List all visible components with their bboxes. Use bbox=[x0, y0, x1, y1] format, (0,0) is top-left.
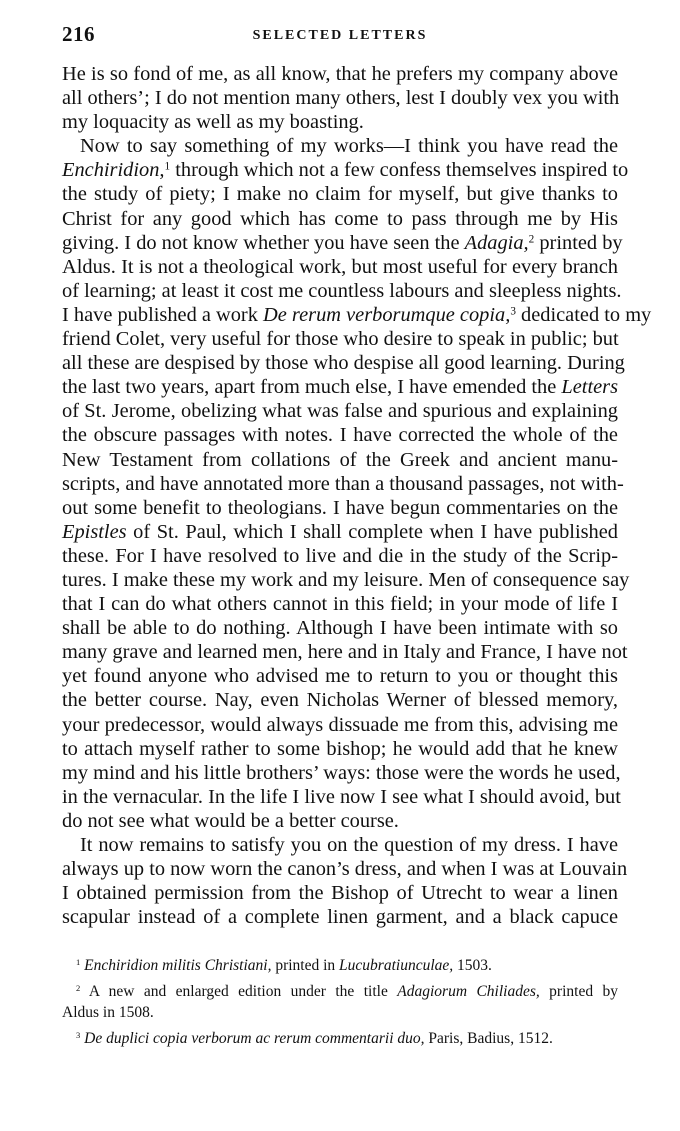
italic-text: Enchiridion militis Christiani, bbox=[84, 957, 272, 974]
footnote-marker: 2 bbox=[76, 982, 81, 993]
text-run: Aldus. It is not a theological work, but most useful for every branch bbox=[62, 255, 618, 278]
text-run: to attach myself rather to some bishop; he would add that he knew bbox=[62, 737, 618, 760]
text-run: the study of piety; I make no claim for myself, but give thanks to bbox=[62, 183, 618, 206]
text-run: my mind and his little brothers’ ways: those were the words he used, bbox=[62, 761, 621, 784]
text-line bbox=[62, 520, 618, 544]
letter-body bbox=[62, 62, 652, 929]
text-run: shall be able to do nothing. Although I have been intimate with so bbox=[62, 617, 618, 640]
text-line bbox=[62, 351, 625, 375]
footnote-marker: 3 bbox=[510, 305, 516, 318]
text-line bbox=[62, 688, 618, 712]
text-line bbox=[62, 713, 618, 737]
text-line bbox=[62, 255, 618, 279]
paragraph-start-line bbox=[62, 134, 618, 158]
text-run: of learning; at least it cost me countless labours and sleepless nights. bbox=[62, 279, 622, 302]
text-line bbox=[62, 375, 618, 399]
text-line bbox=[62, 472, 624, 496]
footnote-marker: 2 bbox=[528, 232, 535, 245]
text-run: Christ for any good which has come to pass through me by His bbox=[62, 207, 618, 230]
text-run: It now remains to satisfy you on the question of my dress. I have bbox=[80, 834, 618, 856]
text-line bbox=[62, 423, 618, 447]
text-line bbox=[62, 857, 628, 881]
text-run: Now to say something of my works—I think you have read the bbox=[80, 135, 618, 158]
text-line bbox=[62, 640, 628, 664]
italic-text: Epistles bbox=[62, 520, 127, 543]
text-line bbox=[62, 110, 618, 134]
text-line bbox=[62, 496, 618, 520]
footnote-marker: 1 bbox=[76, 956, 81, 967]
text-run: 1503. bbox=[453, 957, 492, 974]
text-run: friend Colet, very useful for those who desire to speak in public; but bbox=[62, 328, 619, 351]
text-run: printed by bbox=[534, 231, 623, 254]
text-run: all others’; I do not mention many others, lest I doubly vex you with bbox=[62, 87, 620, 110]
italic-text: Lucubratiunculae, bbox=[339, 957, 454, 974]
footnote-marker: 1 bbox=[164, 160, 171, 173]
text-line bbox=[62, 62, 618, 86]
text-line bbox=[62, 207, 618, 231]
text-run: my loquacity as well as my boasting. bbox=[62, 111, 364, 134]
text-line bbox=[62, 568, 630, 592]
text-run: tures. I make these my work and my leisure. Men of consequence say bbox=[62, 568, 630, 591]
text-run: do not see what would be a better course. bbox=[62, 809, 399, 832]
italic-text: Letters bbox=[561, 376, 619, 399]
italic-text: Adagia, bbox=[464, 231, 529, 254]
text-run: scapular instead of a complete linen garment, and a black capuce bbox=[62, 906, 618, 929]
text-line bbox=[62, 544, 618, 568]
text-run: the obscure passages with notes. I have corrected the whole of the bbox=[62, 424, 618, 447]
text-run: Aldus in 1508. bbox=[62, 1004, 154, 1021]
footnotes bbox=[62, 955, 618, 1049]
text-line bbox=[62, 158, 629, 182]
text-run: yet found anyone who advised me to return to you or thought this bbox=[62, 665, 618, 688]
italic-text: De duplici copia verborum ac rerum commentarii duo, bbox=[84, 1030, 425, 1047]
footnote-marker: 3 bbox=[76, 1029, 81, 1040]
running-header bbox=[62, 22, 618, 54]
text-run: giving. I do not know whether you have seen the bbox=[62, 231, 465, 254]
text-line bbox=[62, 905, 618, 929]
italic-text: De rerum verborumque copia, bbox=[263, 303, 511, 326]
text-run: many grave and learned men, here and in Italy and France, I have not bbox=[62, 641, 628, 664]
page-number: 216 bbox=[62, 22, 95, 46]
italic-text: Enchiridion, bbox=[62, 159, 165, 182]
text-line bbox=[62, 785, 621, 809]
footnote-3 bbox=[62, 1028, 618, 1049]
text-run: printed by bbox=[539, 983, 619, 1000]
text-line bbox=[62, 761, 621, 785]
text-run: that I can do what others cannot in this field; in your mode of life I bbox=[62, 593, 618, 616]
text-run: of St. Jerome, obelizing what was false and spurious and explaining bbox=[62, 400, 618, 423]
text-run: always up to now worn the canon’s dress, and when I was at Louvain bbox=[62, 858, 628, 881]
text-run: of St. Paul, which I shall complete when I have published bbox=[126, 520, 618, 543]
text-line bbox=[62, 86, 618, 110]
footnote-2 bbox=[62, 981, 618, 1002]
text-line bbox=[62, 182, 618, 206]
text-run: scripts, and have annotated more than a thousand passages, not with- bbox=[62, 472, 624, 495]
text-run: all these are despised by those who despise all good learning. During bbox=[62, 352, 625, 375]
text-run: these. For I have resolved to live and die in the study of the Scrip- bbox=[62, 544, 618, 567]
italic-text: Adagiorum Chiliades, bbox=[397, 983, 540, 1000]
text-line bbox=[62, 231, 623, 255]
text-run: New Testament from collations of the Greek and ancient manu- bbox=[62, 448, 618, 471]
text-run: out some benefit to theologians. I have begun commentaries on the bbox=[62, 496, 618, 519]
text-line bbox=[62, 737, 618, 761]
text-line bbox=[62, 881, 618, 905]
text-line bbox=[62, 303, 652, 327]
text-line bbox=[62, 664, 618, 688]
text-run: through which not a few confess themselves inspired to bbox=[170, 159, 629, 182]
paragraph-start-line bbox=[62, 833, 618, 857]
text-line bbox=[62, 616, 618, 640]
text-run: dedicated to my bbox=[515, 303, 652, 326]
text-line bbox=[62, 327, 618, 351]
running-head-title: SELECTED LETTERS bbox=[252, 28, 428, 43]
footnote-1 bbox=[62, 955, 618, 976]
text-run: I obtained permission from the Bishop of Utrecht to wear a linen bbox=[62, 882, 618, 905]
text-run: the last two years, apart from much else, I have emended the bbox=[62, 376, 562, 399]
text-run: Paris, Badius, 1512. bbox=[424, 1030, 553, 1047]
footnote-2-continued bbox=[62, 1002, 618, 1023]
text-line bbox=[62, 448, 618, 472]
text-run: I have published a work bbox=[62, 303, 264, 326]
text-line bbox=[62, 279, 622, 303]
text-run: A new and enlarged edition under the title bbox=[80, 983, 398, 1000]
text-run: printed in bbox=[271, 957, 340, 974]
text-run: your predecessor, would always dissuade me from this, advising me bbox=[62, 713, 618, 736]
text-line bbox=[62, 809, 618, 833]
text-run: the better course. Nay, even Nicholas Werner of blessed memory, bbox=[62, 689, 618, 712]
text-run: in the vernacular. In the life I live now I see what I should avoid, but bbox=[62, 785, 621, 808]
text-run: He is so fond of me, as all know, that he prefers my company above bbox=[62, 63, 618, 85]
text-line bbox=[62, 592, 618, 616]
text-line bbox=[62, 399, 618, 423]
